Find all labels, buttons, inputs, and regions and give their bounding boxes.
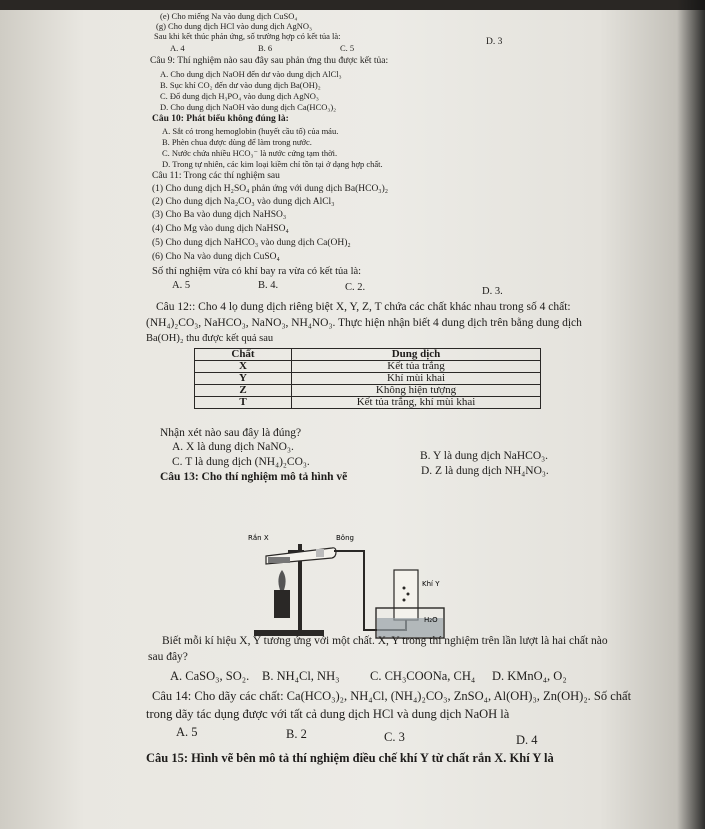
q9-option-b: B. Sục khí CO₂ đến dư vào dung dịch Ba(OH)₂ — [160, 80, 321, 90]
table-header-row — [195, 349, 541, 361]
q13-option-d: D. KMnO₄, O₂ — [492, 669, 567, 683]
table-row — [195, 397, 541, 409]
top-option-b: B. 6 — [258, 43, 273, 53]
q14-line-2: trong dãy tác dụng được với tất cả dung dịch HCl và dung dịch NaOH là — [146, 707, 510, 721]
cotton-plug — [316, 549, 324, 557]
q12-line-3: Ba(OH)₂ thu được kết quả sau — [146, 333, 274, 344]
q11-exp-4: (4) Cho Mg vào dung dịch NaHSO₄ — [152, 224, 289, 234]
table-header-substance: Chất — [195, 349, 292, 361]
top-item-e: (e) Cho miếng Na vào dung dịch CuSO₄ — [160, 11, 298, 21]
q9-title: Câu 9: Thí nghiệm nào sau đây sau phản ứng thu được kết tủa: — [150, 56, 389, 66]
q11-exp-5: (5) Cho dung dịch NaHCO₃ vào dung dịch Ca(OH)₂ — [152, 238, 351, 248]
table-cell-result: Không hiện tượng — [292, 385, 541, 397]
q10-title: Câu 10: Phát biểu không đúng là: — [152, 114, 289, 124]
q11-title: Câu 11: Trong các thí nghiệm sau — [152, 171, 280, 181]
table-row — [195, 361, 541, 373]
q12-option-d: D. Z là dung dịch NH₄NO₃. — [421, 465, 549, 477]
q14-line-1: Câu 14: Cho dãy các chất: Ca(HCO₃)₂, NH₄Cl, (NH₄)₂CO₃, ZnSO₄, Al(OH)₃, Zn(OH)₂. Số chất — [152, 689, 632, 703]
q10-option-d: D. Trong tự nhiên, các kim loại kiềm chỉ tồn tại ở dạng hợp chất. — [162, 159, 383, 169]
label-gas-y: Khí Y — [422, 580, 440, 588]
top-option-c: C. 5 — [340, 43, 355, 53]
q12-option-b: B. Y là dung dịch NaHCO₃. — [420, 450, 549, 462]
table-cell-substance: Y — [195, 373, 292, 385]
q13-line-1: Biết mỗi kí hiệu X, Y tương ứng với một chất. X, Y trong thí nghiệm trên lần lượt là hai chất nào — [162, 635, 608, 647]
q13-option-b: B. NH₄Cl, NH₃ — [262, 669, 340, 683]
q14-option-b: B. 2 — [286, 727, 307, 741]
q10-option-b: B. Phèn chua được dùng để làm trong nước. — [162, 137, 312, 147]
table-cell-substance: Z — [195, 385, 292, 397]
q12-line-2: (NH₄)₂CO₃, NaHCO₃, NaNO₃, NH₄NO₃. Thực hiện nhận biết 4 dung dịch trên bằng dung dịch — [146, 317, 582, 329]
label-solid-x: Rắn X — [248, 534, 269, 542]
q9-option-c: C. Đổ dung dịch H₃PO₄ vào dung dịch AgNO₃ — [160, 91, 319, 101]
q12-option-c: C. T là dung dịch (NH₄)₂CO₃. — [172, 456, 310, 468]
result-table — [194, 348, 541, 409]
q11-question: Số thí nghiệm vừa có khí bay ra vừa có kết tủa là: — [152, 266, 362, 277]
table-row — [195, 373, 541, 385]
table-cell-substance: X — [195, 361, 292, 373]
q10-option-a: A. Sắt có trong hemoglobin (huyết cầu tố) của máu. — [162, 126, 339, 136]
q11-exp-2: (2) Cho dung dịch Na₂CO₃ vào dung dịch AlCl₃ — [152, 197, 335, 207]
gas-bubble — [407, 593, 410, 596]
q11-exp-6: (6) Cho Na vào dung dịch CuSO₄ — [152, 252, 280, 262]
q11-option-a: A. 5 — [172, 280, 191, 291]
gas-jar — [394, 570, 418, 620]
burner — [274, 590, 290, 618]
table-row — [195, 385, 541, 397]
gas-bubble — [403, 599, 406, 602]
table-header-solution: Dung dịch — [292, 349, 541, 361]
label-cotton: Bông — [336, 534, 354, 542]
q14-option-d: D. 4 — [516, 733, 538, 747]
q13-option-c: C. CH₃COONa, CH₄ — [370, 669, 476, 683]
table-cell-result: Kết tủa trắng, khí mùi khai — [292, 397, 541, 409]
q13-line-2: sau đây? — [148, 651, 188, 663]
q10-option-c: C. Nước chứa nhiều HCO₃⁻ là nước cứng tạm thời. — [162, 148, 338, 158]
q11-option-d: D. 3. — [482, 286, 503, 297]
q12-option-a: A. X là dung dịch NaNO₃. — [172, 441, 294, 453]
q9-option-a: A. Cho dung dịch NaOH đến dư vào dung dịch AlCl₃ — [160, 69, 342, 79]
q12-question: Nhận xét nào sau đây là đúng? — [160, 427, 302, 439]
gas-bubble — [403, 587, 406, 590]
photo-top-edge — [0, 0, 705, 10]
table-cell-result: Khí mùi khai — [292, 373, 541, 385]
burner-flame — [278, 570, 285, 590]
q11-option-b: B. 4. — [258, 280, 279, 291]
q12-line-1: Câu 12:: Cho 4 lọ dung dịch riêng biệt X, Y, Z, T chứa các chất khác nhau trong số 4 chất: — [156, 301, 571, 313]
table-cell-result: Kết tủa trắng — [292, 361, 541, 373]
q14-option-c: C. 3 — [384, 730, 405, 744]
table-cell-substance: T — [195, 397, 292, 409]
top-item-g: (g) Cho dung dịch HCl vào dung dịch AgNO₃ — [156, 21, 312, 31]
q11-exp-3: (3) Cho Ba vào dung dịch NaHSO₃ — [152, 210, 287, 220]
q11-option-c: C. 2. — [345, 282, 366, 293]
q15-line-1: Câu 15: Hình vẽ bên mô tả thí nghiệm điều chế khí Y từ chất rắn X. Khí Y là — [146, 751, 554, 765]
q14-option-a: A. 5 — [176, 725, 198, 739]
q9-option-d: D. Cho dung dịch NaOH vào dung dịch Ca(HCO₃)₂ — [160, 102, 337, 112]
q13-title: Câu 13: Cho thí nghiệm mô tả hình vẽ — [160, 471, 348, 483]
top-question: Sau khi kết thúc phản ứng, số trường hợp có kết tủa là: — [154, 31, 341, 41]
solid-x-powder — [268, 557, 290, 563]
apparatus-diagram — [236, 530, 446, 642]
photo-right-shadow — [677, 0, 705, 829]
label-water: H₂O — [424, 616, 438, 624]
q13-option-a: A. CaSO₃, SO₂. — [170, 669, 250, 683]
top-option-a: A. 4 — [170, 43, 185, 53]
q11-exp-1: (1) Cho dung dịch H₂SO₄ phản ứng với dung dịch Ba(HCO₃)₂ — [152, 184, 389, 194]
top-option-d: D. 3 — [486, 37, 503, 47]
